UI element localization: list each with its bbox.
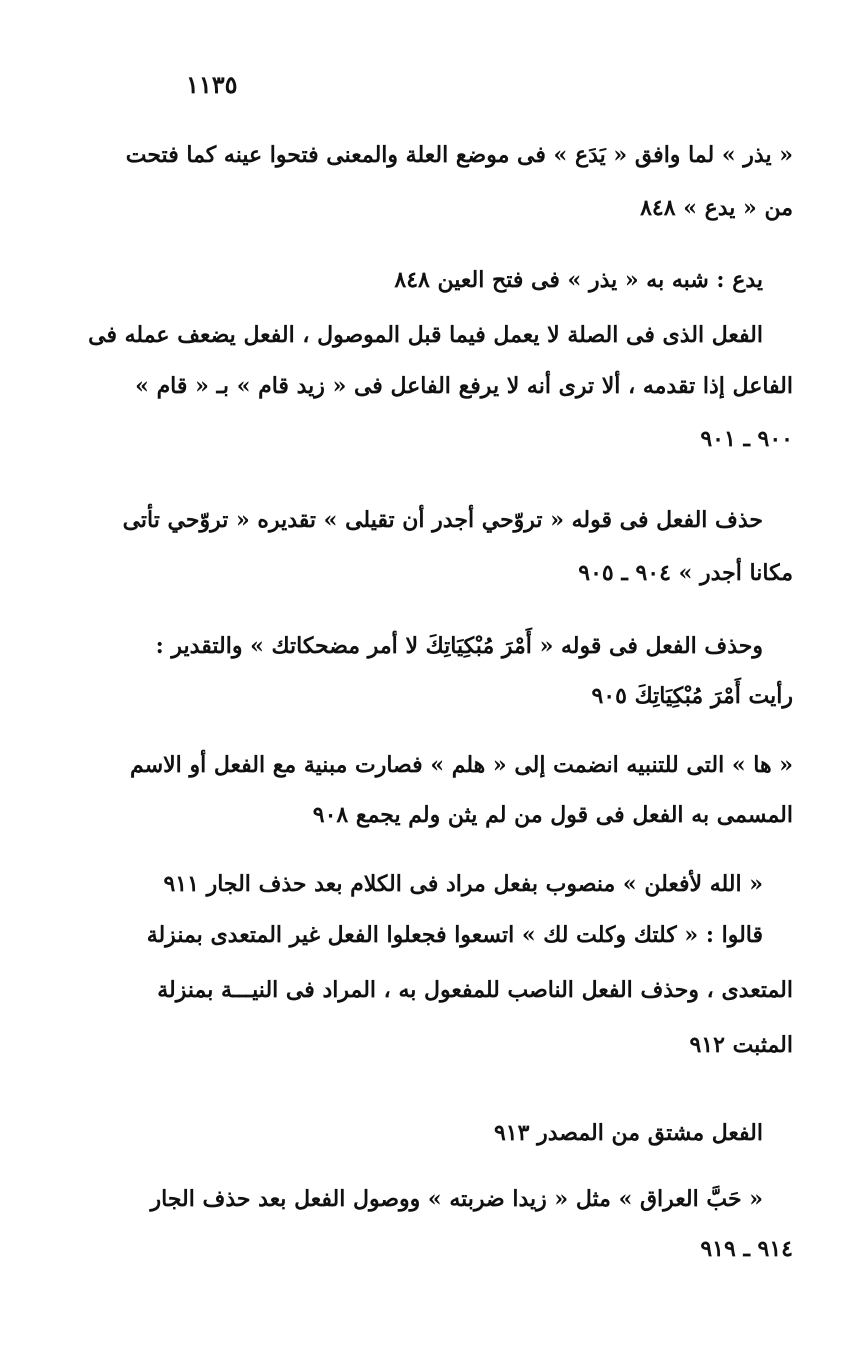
entry-6-line-1: « ها » التى للتنبيه انضمت إلى « هلم » فصارت مبنية مع الفعل أو الاسم [130, 752, 793, 778]
entry-3-line-3: ٩٠٠ ـ ٩٠١ [700, 426, 793, 452]
entry-8-line-2: المتعدى ، وحذف الفعل الناصب للمفعول به ، المراد فى النيـــة بمنزلة [157, 977, 793, 1003]
entry-10-line-1: « حَبَّ العراق » مثل « زيدا ضربته » ووصول الفعل بعد حذف الجار [150, 1186, 763, 1212]
entry-7-line-1: « الله لأفعلن » منصوب بفعل مراد فى الكلام بعد حذف الجار ٩١١ [163, 871, 763, 897]
entry-9-line-1: الفعل مشتق من المصدر ٩١٣ [493, 1120, 763, 1146]
entry-10-line-2: ٩١٤ ـ ٩١٩ [700, 1236, 793, 1262]
entry-3-line-2: الفاعل إذا تقدمه ، ألا ترى أنه لا يرفع الفاعل فى « زيد قام » بـ « قام » [135, 373, 793, 399]
entry-4-line-1: حذف الفعل فى قوله « تروّحي أجدر أن تقيلى » تقديره « تروّحي تأتى [122, 507, 763, 533]
entry-4-line-2: مكانا أجدر » ٩٠٤ ـ ٩٠٥ [578, 560, 793, 586]
entry-2-line-1: يدع : شبه به « يذر » فى فتح العين ٨٤٨ [394, 267, 763, 293]
entry-5-line-2: رأيت أَمْرَ مُبْكِيَاتِكَ ٩٠٥ [591, 683, 793, 709]
entry-5-line-1: وحذف الفعل فى قوله « أَمْرَ مُبْكِيَاتِكَ لا أمر مضحكاتك » والتقدير : [155, 633, 763, 659]
entry-3-line-1: الفعل الذى فى الصلة لا يعمل فيما قبل الموصول ، الفعل يضعف عمله فى [88, 322, 763, 348]
entry-1-line-2: من « يدع » ٨٤٨ [640, 195, 793, 221]
page-number: ١١٣٥ [186, 70, 238, 99]
entry-6-line-2: المسمى به الفعل فى قول من لم يثن ولم يجمع ٩٠٨ [312, 802, 793, 828]
entry-1-line-1: « يذر » لما وافق « يَدَع » فى موضع العلة والمعنى فتحوا عينه كما فتحت [125, 142, 793, 168]
entry-8-line-1: قالوا : « كلتك وكلت لك » اتسعوا فجعلوا الفعل غير المتعدى بمنزلة [146, 922, 763, 948]
entry-8-line-3: المثبت ٩١٢ [689, 1032, 793, 1058]
